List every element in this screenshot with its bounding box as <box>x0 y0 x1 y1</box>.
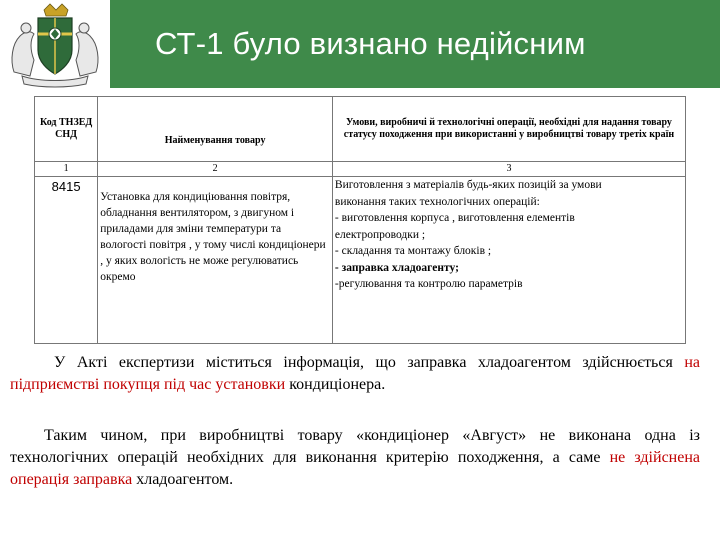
column-number-2: 2 <box>98 162 333 177</box>
paragraph2-text: Таким чином, при виробництві товару «кондиціонер «Август» не виконана одна із технологічних операцій необхідних для виконання критерію походження, а саме <box>10 427 700 466</box>
column-number-3: 3 <box>332 162 685 177</box>
origin-criteria-table <box>34 96 686 344</box>
criteria-table <box>34 96 686 344</box>
paragraph1-text: У Акті експертизи міститься інформація, що заправка хладоагентом здійснюється <box>54 354 685 371</box>
paragraph2-highlight-operation: не здійснена операція <box>10 449 700 488</box>
table-row <box>35 177 686 344</box>
header-conditions: Умови, виробничі й технологічні операції, необхідні для надання товару статусу походження при використанні у виробництві товару третіх країн <box>332 97 685 162</box>
table-number-row <box>35 162 686 177</box>
table-header-row <box>35 97 686 162</box>
condition-line: - складання та монтажу блоків ; <box>334 245 492 257</box>
row-goods-name: Установка для кондиціювання повітря, обладнання вентилятором, з двигуном і приладами для зміни температури та вологості повітря , у тому числі кондиціонери , у яких вологість не може регулюватись окремо <box>98 177 333 344</box>
expertise-paragraph <box>10 352 700 396</box>
coat-of-arms-emblem-icon <box>0 0 110 88</box>
column-number-1: 1 <box>35 162 98 177</box>
condition-line: електропроводки ; <box>334 228 426 241</box>
header-name: Найменування товару <box>98 97 333 162</box>
condition-line-refrigerant: - заправка хладоагенту; <box>334 261 459 274</box>
condition-line: Виготовлення з матеріалів будь-яких позицій за умови <box>334 179 602 191</box>
condition-line: -регулювання та контролю параметрів <box>334 278 523 290</box>
slide-header <box>0 0 720 88</box>
row-code: 8415 <box>35 177 98 344</box>
paragraph2-highlight-refill: заправка <box>73 471 133 488</box>
header-code: Код ТНЗЕД СНД <box>35 97 98 162</box>
paragraph2-tail: хладоагентом. <box>132 471 234 488</box>
slide-title: СТ-1 було визнано недійсним <box>155 26 586 61</box>
condition-line: - виготовлення корпуса , виготовлення елементів <box>334 212 575 224</box>
logo-area <box>0 0 110 88</box>
conclusion-paragraph <box>10 425 700 491</box>
condition-line: виконання таких технологічних операцій: <box>334 195 540 208</box>
paragraph1-highlight: на підприємстві покупця під час установки <box>10 354 700 393</box>
row-conditions <box>332 177 685 344</box>
paragraph1-tail: кондиціонера. <box>285 376 386 393</box>
